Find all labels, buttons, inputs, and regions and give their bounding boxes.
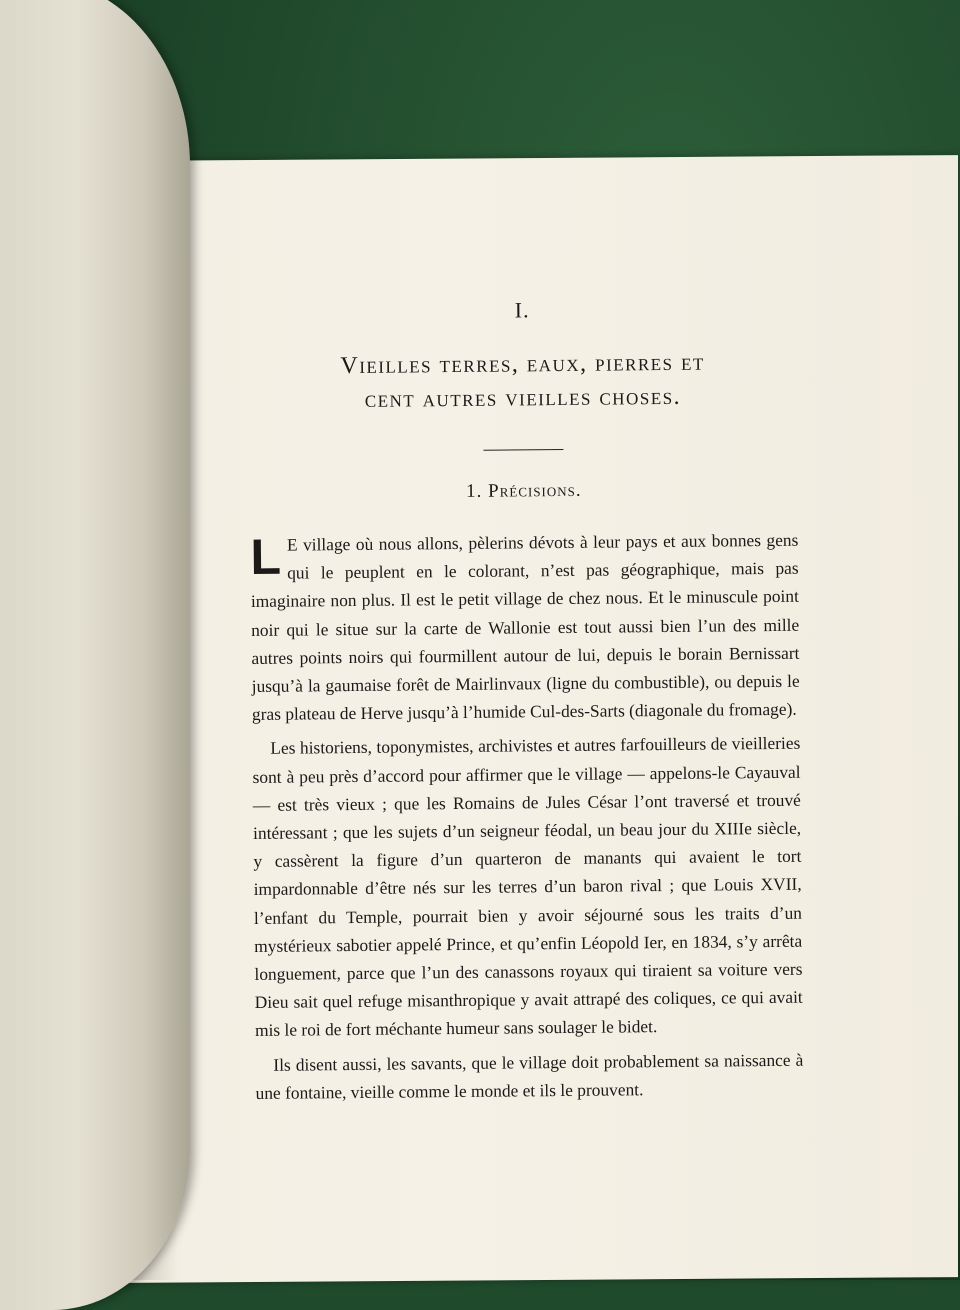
book-left-page-curl	[0, 0, 190, 1310]
chapter-title-line-1: Vieilles terres, eaux, pierres et	[340, 349, 705, 380]
paragraph-1	[250, 526, 800, 729]
chapter-number: I.	[514, 297, 530, 323]
page-text-block	[248, 295, 804, 1107]
title-rule	[483, 449, 563, 451]
section-title: 1. Précisions.	[465, 479, 582, 502]
paragraph-2: Les historiens, toponymistes, archivistes et autres farfouilleurs de vieilleries sont à peu près d’accord pour affirmer que le village — appelons-le Cayauval — est très vieux ; que les Romains de Jules César l’ont traversé et trouvé intéressant ; que les sujets d’un seigneur féodal, un beau jour du XIIIe siècle, y cassèrent la figure d’un quarteron de manants qui avaient le tort impardonnable d’être nés sur les terres d’un baron rival ; que Louis XVII, l’enfant du Temple, pourrait bien y avoir séjourné sous les traits d’un mystérieux sabotier appelé Prince, et qu’enfin Léopold Ier, en 1834, s’y arrêta longuement, parce que l’un des canassons royaux qui tiraient sa voiture vers Dieu sait quel refuge misanthropique y avait attrapé des coliques, ce qui avait mis le roi de fort méchante humeur sans soulager le bidet.	[252, 733, 803, 1041]
drop-cap: L	[250, 528, 282, 585]
chapter-title	[248, 345, 797, 418]
paragraph-1-text: E village où nous allons, pèlerins dévots à leur pays et aux bonnes gens qui le peuplent en le colorant, n’est pas géographique, mais pas imaginaire non plus. Il est le petit village de chez nous. Et le minuscule point noir qui le situe sur la carte de Wallonie est tout aussi bien l’un des mille autres points noirs qui fourmillent autour de lui, depuis le borain Bernissart jusqu’à la gaumaise forêt de Mairlinvaux (ligne du combustible), ou depuis le gras plateau de Herve jusqu’à l’humide Cul-des-Sarts (diagonale du fromage).	[250, 529, 800, 725]
chapter-title-line-2: cent autres vieilles choses.	[364, 383, 682, 413]
paragraph-3: Ils disent aussi, les savants, que le village doit probablement sa naissance à une fontaine, vieille comme le monde et ils le prouvent.	[255, 1049, 804, 1103]
